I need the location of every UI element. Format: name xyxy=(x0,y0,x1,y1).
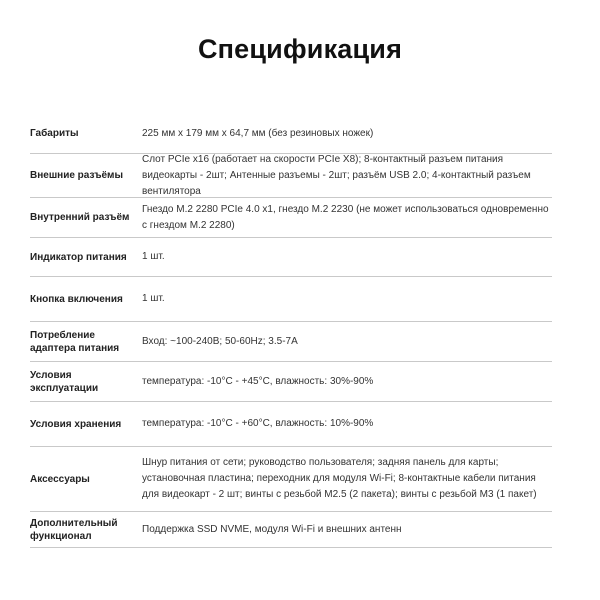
row-value: Вход: ~100-240В; 50-60Hz; 3.5-7A xyxy=(142,335,298,347)
row-value: Поддержка SSD NVME, модуля Wi-Fi и внешних антенн xyxy=(142,523,402,535)
table-row xyxy=(30,154,552,198)
row-value: 1 шт. xyxy=(142,251,165,262)
row-label: Внутренний разъём xyxy=(30,212,130,223)
table-row xyxy=(30,114,552,154)
spec-table xyxy=(30,114,552,548)
row-label: Индикатор питания xyxy=(30,251,127,263)
table-row xyxy=(30,402,552,447)
row-label: Условия эксплуатации xyxy=(30,369,99,394)
row-value: температура: -10°C - +60°C, влажность: 10%-90% xyxy=(142,418,374,429)
row-label: Потребление адаптера питания xyxy=(30,329,120,354)
table-row xyxy=(30,322,552,362)
row-label: Габариты xyxy=(30,128,79,139)
table-row xyxy=(30,362,552,402)
row-value: 225 мм x 179 мм x 64,7 мм (без резиновых ножек) xyxy=(142,127,374,139)
table-row xyxy=(30,277,552,322)
row-value: температура: -10°C - +45°C, влажность: 30%-90% xyxy=(142,375,374,387)
row-label: Кнопка включения xyxy=(30,293,123,305)
row-value: Слот PCIe x16 (работает на скорости PCIe X8); 8-контактный разъем питания видеокарты - 2шт; Антенные разъемы - 2шт; разъём USB 2.0; 4-контактный разъем вентилятора xyxy=(142,153,531,197)
row-value: 1 шт. xyxy=(142,293,165,304)
row-label: Аксессуары xyxy=(30,473,90,485)
row-value: Шнур питания от сети; руководство пользователя; задняя панель для карты; установочная пластина; переходник для модуля Wi-Fi; 8-контактные кабели питания для видеокарт - 2 шт; винты с резьбой M2.5 (2 пакета); винты с резьбой M3 (1 пакет) xyxy=(142,457,537,500)
page-title: Спецификация xyxy=(197,34,403,64)
row-value: Гнездо M.2 2280 PCIe 4.0 x1, гнездо M.2 2230 (не может использоваться одновременно с гнездом M.2 2280) xyxy=(142,203,549,231)
row-label: Условия хранения xyxy=(30,418,122,430)
row-label: Внешние разъёмы xyxy=(30,170,123,181)
table-row xyxy=(30,512,552,548)
table-row xyxy=(30,198,552,238)
row-label: Дополнительный функционал xyxy=(30,517,118,542)
table-row xyxy=(30,447,552,512)
table-row xyxy=(30,238,552,277)
